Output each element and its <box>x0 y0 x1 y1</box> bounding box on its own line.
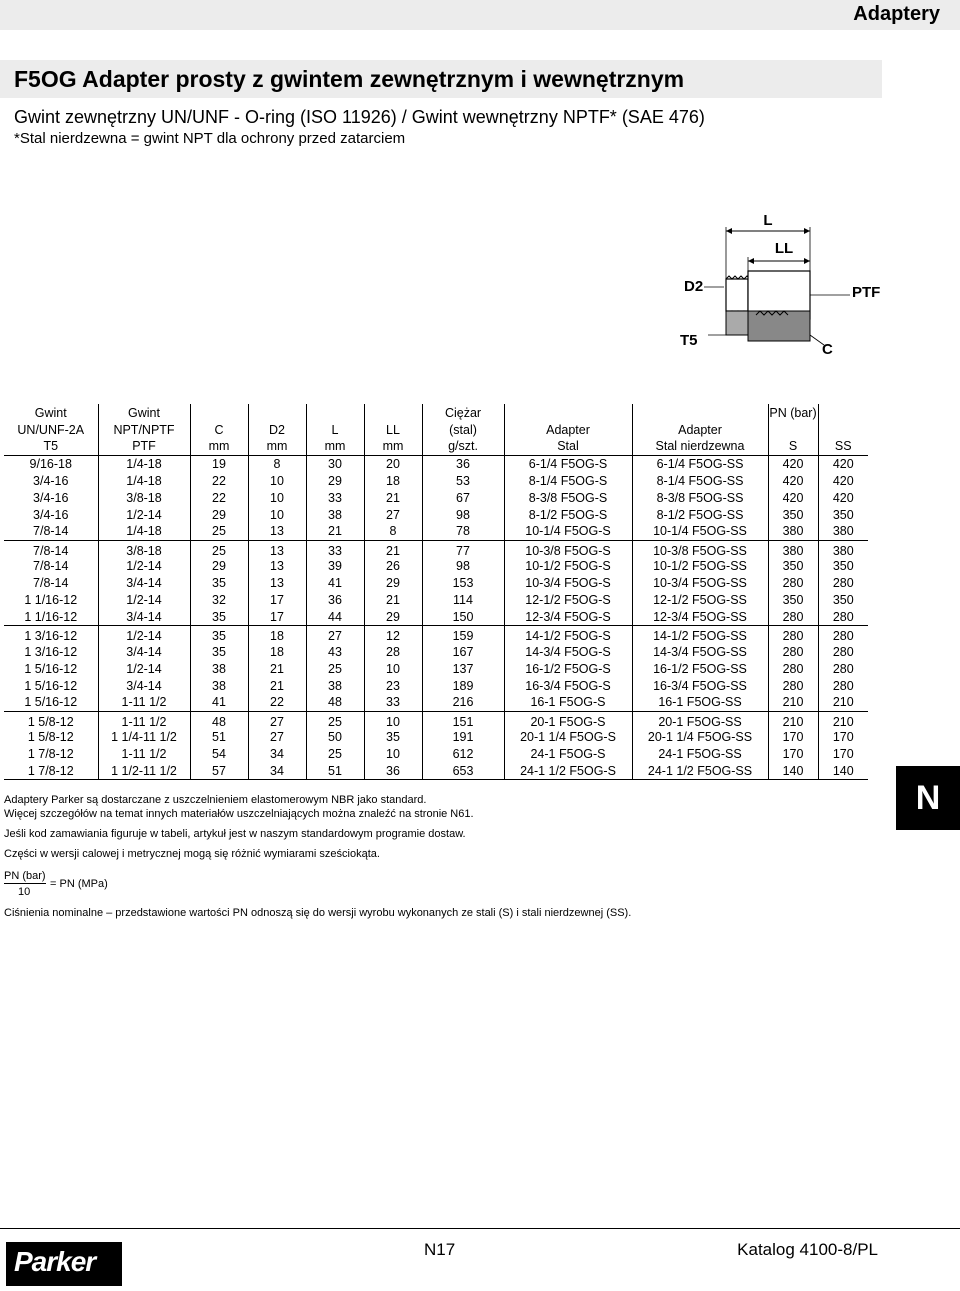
table-cell: 7/8-14 <box>33 543 69 558</box>
table-cell: 612 <box>422 746 504 763</box>
logo-text: Parker <box>14 1246 96 1277</box>
table-cell: 35 <box>190 643 248 660</box>
adapter-diagram <box>660 205 900 365</box>
table-cell: 350 <box>818 558 868 575</box>
table-cell: 53 <box>422 472 504 489</box>
table-cell: 380 <box>818 540 868 558</box>
table-cell: 12-3/4 F5OG-SS <box>632 609 768 626</box>
table-cell: 7/8-14 <box>33 576 69 590</box>
table-cell: 1 3/16-12 <box>24 629 78 643</box>
table-cell: 16-1/2 F5OG-SS <box>632 660 768 677</box>
header-cell: C <box>190 421 248 438</box>
table-cell: 280 <box>818 609 868 626</box>
table-row <box>4 592 868 609</box>
dim-C: C <box>822 341 833 358</box>
header-cell <box>248 404 306 421</box>
table-cell: 32 <box>190 592 248 609</box>
table-cell: 27 <box>248 711 306 729</box>
table-cell: 20-1 F5OG-S <box>504 711 632 729</box>
table-cell: 170 <box>768 746 818 763</box>
table-cell: 29 <box>306 472 364 489</box>
table-cell: 1 7/8-12 <box>4 763 98 780</box>
table-row <box>4 472 868 489</box>
table-cell: 1/2-14 <box>98 506 190 523</box>
table-cell: 380 <box>768 523 818 540</box>
table-cell: 10-1/2 F5OG-S <box>504 558 632 575</box>
table-cell: 170 <box>818 729 868 746</box>
table-cell: 280 <box>768 643 818 660</box>
table-cell: 3/4-14 <box>98 609 190 626</box>
table-row <box>4 643 868 660</box>
table-cell: 140 <box>818 763 868 780</box>
table-cell: 210 <box>818 694 868 711</box>
header-cell: L <box>306 421 364 438</box>
table-cell: 12-1/2 F5OG-S <box>504 592 632 609</box>
table-cell: 13 <box>248 523 306 540</box>
table-cell: 3/8-18 <box>98 540 190 558</box>
table-cell: 3/8-18 <box>98 489 190 506</box>
table-cell: 28 <box>364 643 422 660</box>
table-cell: 153 <box>422 575 504 592</box>
table-cell: 8 <box>248 455 306 472</box>
header-cell: T5 <box>4 438 98 455</box>
table-cell: 98 <box>422 558 504 575</box>
table-cell: 18 <box>248 643 306 660</box>
table-cell: 8-1/4 F5OG-SS <box>632 472 768 489</box>
header-cell: mm <box>248 438 306 455</box>
header-cell <box>632 404 768 421</box>
table-cell: 10-1/4 F5OG-SS <box>632 523 768 540</box>
table-cell: 18 <box>364 472 422 489</box>
table-cell: 7/8-14 <box>33 559 69 573</box>
table-cell: 8-1/2 F5OG-SS <box>632 506 768 523</box>
table-cell: 34 <box>248 746 306 763</box>
table-cell: 16-1/2 F5OG-S <box>504 660 632 677</box>
table-cell: 1 1/16-12 <box>24 593 78 607</box>
table-cell: 420 <box>768 455 818 472</box>
catalog-number: Katalog 4100-8/PL <box>737 1240 878 1259</box>
table-cell: 38 <box>190 677 248 694</box>
table-cell: 1 5/16-12 <box>24 678 78 693</box>
header-cell <box>504 404 632 421</box>
header-cell: mm <box>306 438 364 455</box>
table-cell: 3/4-16 <box>33 473 69 488</box>
table-cell: 8-1/4 F5OG-S <box>504 472 632 489</box>
header-row <box>4 421 868 438</box>
table-cell: 280 <box>768 609 818 626</box>
table-cell: 29 <box>364 609 422 626</box>
table-cell: 50 <box>306 729 364 746</box>
table-cell: 1 3/16-12 <box>24 644 78 659</box>
table-cell: 350 <box>818 506 868 523</box>
table-cell: 10 <box>364 660 422 677</box>
table-cell: 17 <box>248 609 306 626</box>
table-row <box>4 763 868 780</box>
table-cell: 10-3/4 F5OG-S <box>504 575 632 592</box>
header-row <box>4 438 868 455</box>
table-cell: 51 <box>306 763 364 780</box>
table-cell: 21 <box>364 540 422 558</box>
table-cell: 77 <box>422 540 504 558</box>
table-cell: 3/4-16 <box>33 507 69 522</box>
table-cell: 21 <box>306 523 364 540</box>
pn-note: Ciśnienia nominalne – przedstawione wartości PN odnoszą się do wersji wyrobu wykonanych ze stali (S) i stali nierdzewnej (SS). <box>4 907 632 919</box>
table-cell: 22 <box>190 489 248 506</box>
header-cell: g/szt. <box>422 438 504 455</box>
parker-logo <box>6 1242 122 1286</box>
table-cell: 3/4-14 <box>98 575 190 592</box>
table-cell: 36 <box>364 763 422 780</box>
table-cell: 1/4-18 <box>98 455 190 472</box>
table-cell: 34 <box>248 763 306 780</box>
table-cell: 1-11 1/2 <box>98 746 190 763</box>
table-cell: 29 <box>190 506 248 523</box>
table-cell: 1/2-14 <box>98 592 190 609</box>
table-cell: 21 <box>364 592 422 609</box>
table-cell: 22 <box>190 472 248 489</box>
table-cell: 14-3/4 F5OG-SS <box>632 643 768 660</box>
table-cell: 8-1/2 F5OG-S <box>504 506 632 523</box>
table-cell: 280 <box>768 677 818 694</box>
table-cell: 280 <box>818 575 868 592</box>
table-cell: 12 <box>364 626 422 644</box>
table-cell: 22 <box>248 694 306 711</box>
table-cell: 1/2-14 <box>98 558 190 575</box>
table-cell: 10 <box>248 489 306 506</box>
table-cell: 8-3/8 F5OG-S <box>504 489 632 506</box>
footnote-3: Jeśli kod zamawiania figuruje w tabeli, artykuł jest w naszym standardowym programie dostaw. <box>4 828 466 840</box>
table-cell: 210 <box>768 694 818 711</box>
header-cell: Ciężar <box>422 404 504 421</box>
table-cell: 41 <box>190 694 248 711</box>
footnote-1: Adaptery Parker są dostarczane z uszczelnieniem elastomerowym NBR jako standard. <box>4 794 427 806</box>
table-cell: 26 <box>364 558 422 575</box>
table-cell: 8-3/8 F5OG-SS <box>632 489 768 506</box>
table-cell: 33 <box>364 694 422 711</box>
table-cell: 20-1 1/4 F5OG-SS <box>632 729 768 746</box>
table-cell: 16-1 F5OG-SS <box>632 694 768 711</box>
table-cell: 25 <box>306 711 364 729</box>
formula-numerator: PN (bar) <box>4 870 46 882</box>
table-cell: 16-1 F5OG-S <box>504 694 632 711</box>
table-cell: 350 <box>768 558 818 575</box>
table-cell: 653 <box>422 763 504 780</box>
table-cell: 20-1 1/4 F5OG-S <box>504 729 632 746</box>
footnotes <box>4 793 474 861</box>
table-cell: 420 <box>818 472 868 489</box>
header-cell: PN (bar) <box>769 405 817 420</box>
table-cell: 1 1/16-12 <box>4 609 98 626</box>
table-cell: 38 <box>306 506 364 523</box>
table-cell: 25 <box>190 540 248 558</box>
table-row <box>4 523 868 540</box>
header-cell <box>190 404 248 421</box>
table-cell: 33 <box>306 489 364 506</box>
header-cell: (stal) <box>422 421 504 438</box>
table-cell: 51 <box>190 729 248 746</box>
table-cell: 380 <box>818 523 868 540</box>
header-cell: Adapter <box>504 421 632 438</box>
table-cell: 78 <box>422 523 504 540</box>
table-cell: 280 <box>768 626 818 644</box>
table-row <box>4 540 868 558</box>
table-cell: 19 <box>190 455 248 472</box>
table-cell: 17 <box>248 592 306 609</box>
header-cell: mm <box>364 438 422 455</box>
table-cell: 13 <box>248 540 306 558</box>
header-row <box>4 404 868 421</box>
table-cell: 3/4-16 <box>33 490 69 505</box>
table-cell: 191 <box>422 729 504 746</box>
table-cell: 420 <box>768 472 818 489</box>
section-tab: N <box>896 766 960 830</box>
table-row <box>4 506 868 523</box>
table-cell: 12-1/2 F5OG-SS <box>632 592 768 609</box>
table-cell: 1/4-18 <box>98 472 190 489</box>
material-note: *Stal nierdzewna = gwint NPT dla ochrony przed zatarciem <box>14 130 406 147</box>
table-cell: 420 <box>818 489 868 506</box>
formula-result: = PN (MPa) <box>50 878 108 890</box>
table-cell: 35 <box>190 609 248 626</box>
table-cell: 10-1/4 F5OG-S <box>504 523 632 540</box>
header-cell <box>818 421 868 438</box>
table-cell: 21 <box>248 677 306 694</box>
table-cell: 38 <box>306 677 364 694</box>
table-cell: 27 <box>248 729 306 746</box>
table-row <box>4 660 868 677</box>
header-cell: mm <box>190 438 248 455</box>
table-row <box>4 729 868 746</box>
header-bar <box>0 0 960 30</box>
table-row <box>4 694 868 711</box>
header-cell: Gwint <box>98 404 190 421</box>
table-cell: 24-1 F5OG-SS <box>632 746 768 763</box>
table-row <box>4 746 868 763</box>
table-cell: 10-3/8 F5OG-S <box>504 540 632 558</box>
table-cell: 170 <box>768 729 818 746</box>
table-cell: 1 5/16-12 <box>24 661 78 676</box>
table-row <box>4 455 868 472</box>
table-cell: 170 <box>818 746 868 763</box>
table-cell: 21 <box>364 489 422 506</box>
header-cell: LL <box>364 421 422 438</box>
table-row <box>4 609 868 626</box>
table-cell: 48 <box>306 694 364 711</box>
table-cell: 27 <box>306 626 364 644</box>
table-cell: 35 <box>190 575 248 592</box>
table-cell: 280 <box>768 575 818 592</box>
table-cell: 216 <box>422 694 504 711</box>
table-cell: 167 <box>422 643 504 660</box>
table-cell: 7/8-14 <box>4 523 98 540</box>
table-cell: 57 <box>190 763 248 780</box>
table-cell: 280 <box>818 660 868 677</box>
table-cell: 39 <box>306 558 364 575</box>
table-cell: 151 <box>422 711 504 729</box>
table-cell: 20 <box>364 455 422 472</box>
table-cell: 10 <box>364 711 422 729</box>
table-cell: 98 <box>422 506 504 523</box>
table-cell: 25 <box>306 746 364 763</box>
table-cell: 20-1 F5OG-SS <box>632 711 768 729</box>
table-cell: 6-1/4 F5OG-SS <box>632 455 768 472</box>
table-row <box>4 677 868 694</box>
table-row <box>4 626 868 644</box>
table-cell: 140 <box>768 763 818 780</box>
header-cell: D2 <box>248 421 306 438</box>
table-cell: 44 <box>306 609 364 626</box>
table-cell: 1 5/8-12 <box>27 730 74 744</box>
table-cell: 21 <box>248 660 306 677</box>
table-cell: 3/4-14 <box>98 677 190 694</box>
table-cell: 280 <box>768 660 818 677</box>
spec-table <box>4 404 868 780</box>
table-cell: 12-3/4 F5OG-S <box>504 609 632 626</box>
table-cell: 25 <box>190 523 248 540</box>
table-cell: 29 <box>364 575 422 592</box>
table-cell: 13 <box>248 558 306 575</box>
table-cell: 280 <box>818 626 868 644</box>
table-cell: 10-1/2 F5OG-SS <box>632 558 768 575</box>
table-cell: 14-1/2 F5OG-SS <box>632 626 768 644</box>
table-cell: 114 <box>422 592 504 609</box>
footnote-4: Części w wersji calowej i metrycznej mogą się różnić wymiarami sześciokąta. <box>4 848 380 860</box>
table-cell: 48 <box>190 711 248 729</box>
table-cell: 1-11 1/2 <box>98 694 190 711</box>
section-header: Adaptery <box>853 3 940 25</box>
header-cell <box>364 404 422 421</box>
table-cell: 380 <box>768 540 818 558</box>
table-cell: 29 <box>190 558 248 575</box>
header-cell: Stal <box>504 438 632 455</box>
header-cell: Stal nierdzewna <box>632 438 768 455</box>
table-cell: 159 <box>422 626 504 644</box>
title-bar <box>0 60 882 98</box>
table-cell: 210 <box>768 711 818 729</box>
table-cell: 14-3/4 F5OG-S <box>504 643 632 660</box>
table-cell: 420 <box>818 455 868 472</box>
table-cell: 1 1/4-11 1/2 <box>98 729 190 746</box>
table-cell: 1/2-14 <box>98 626 190 644</box>
table-cell: 8 <box>364 523 422 540</box>
table-cell: 35 <box>190 626 248 644</box>
table-cell: 150 <box>422 609 504 626</box>
table-cell: 189 <box>422 677 504 694</box>
table-body <box>4 455 868 780</box>
table-cell: 1 7/8-12 <box>27 747 74 761</box>
table-cell: 13 <box>248 575 306 592</box>
table-cell: 36 <box>306 592 364 609</box>
table-cell: 24-1 1/2 F5OG-S <box>504 763 632 780</box>
page-subtitle: Gwint zewnętrzny UN/UNF - O-ring (ISO 11926) / Gwint wewnętrzny NPTF* (SAE 476) <box>14 107 705 127</box>
table-cell: 10-3/8 F5OG-SS <box>632 540 768 558</box>
table-cell: 420 <box>768 489 818 506</box>
page-number: N17 <box>424 1240 456 1259</box>
table-cell: 210 <box>818 711 868 729</box>
table-cell: 10 <box>248 506 306 523</box>
table-cell: 350 <box>818 592 868 609</box>
table-row <box>4 489 868 506</box>
table-cell: 280 <box>818 643 868 660</box>
table-cell: 10 <box>364 746 422 763</box>
table-cell: 35 <box>364 729 422 746</box>
table-cell: 43 <box>306 643 364 660</box>
dim-T5: T5 <box>680 332 698 349</box>
table-cell: 3/4-14 <box>98 643 190 660</box>
header-cell: S <box>768 438 818 455</box>
table-header <box>4 404 868 455</box>
footnote-2: Więcej szczegółów na temat innych materiałów uszczelniających można znaleźć na stronie N61. <box>4 808 474 820</box>
table-cell: 25 <box>306 660 364 677</box>
table-cell: 16-3/4 F5OG-S <box>504 677 632 694</box>
header-cell: Adapter <box>632 421 768 438</box>
header-cell: NPT/NPTF <box>98 421 190 438</box>
header-cell: PTF <box>98 438 190 455</box>
table-cell: 1 5/16-12 <box>4 694 98 711</box>
table-cell: 14-1/2 F5OG-S <box>504 626 632 644</box>
page-title: F5OG Adapter prosty z gwintem zewnętrznym i wewnętrznym <box>14 66 685 92</box>
table-row <box>4 558 868 575</box>
table-cell: 280 <box>818 677 868 694</box>
table-cell: 6-1/4 F5OG-S <box>504 455 632 472</box>
table-cell: 1 5/8-12 <box>27 714 74 729</box>
table-cell: 23 <box>364 677 422 694</box>
table-cell: 38 <box>190 660 248 677</box>
table-cell: 33 <box>306 540 364 558</box>
table-cell: 67 <box>422 489 504 506</box>
table-cell: 24-1 1/2 F5OG-SS <box>632 763 768 780</box>
table-cell: 54 <box>190 746 248 763</box>
table-cell: 18 <box>248 626 306 644</box>
table-cell: 10-3/4 F5OG-SS <box>632 575 768 592</box>
table-cell: 36 <box>422 455 504 472</box>
table-cell: 16-3/4 F5OG-SS <box>632 677 768 694</box>
header-cell: Gwint <box>34 405 67 420</box>
dim-LL: LL <box>774 240 794 257</box>
header-cell <box>768 421 818 438</box>
table-cell: 30 <box>306 455 364 472</box>
table-cell: 24-1 F5OG-S <box>504 746 632 763</box>
footer-rule <box>0 1228 960 1229</box>
table-cell: 350 <box>768 592 818 609</box>
dim-D2: D2 <box>684 278 704 295</box>
table-cell: 1-11 1/2 <box>98 711 190 729</box>
dim-PTF: PTF <box>852 284 881 301</box>
table-row <box>4 575 868 592</box>
header-cell: SS <box>818 438 868 455</box>
table-cell: 1/2-14 <box>98 660 190 677</box>
header-cell <box>818 404 868 421</box>
table-cell: 137 <box>422 660 504 677</box>
table-cell: 27 <box>364 506 422 523</box>
formula-denominator: 10 <box>18 886 31 898</box>
table-cell: 1/4-18 <box>98 523 190 540</box>
table-row <box>4 711 868 729</box>
header-cell <box>306 404 364 421</box>
header-cell: UN/UNF-2A <box>17 422 85 437</box>
table-cell: 9/16-18 <box>29 456 72 471</box>
table-cell: 41 <box>306 575 364 592</box>
dim-L: L <box>763 212 773 229</box>
table-cell: 1 1/2-11 1/2 <box>98 763 190 780</box>
table-cell: 10 <box>248 472 306 489</box>
table-cell: 350 <box>768 506 818 523</box>
